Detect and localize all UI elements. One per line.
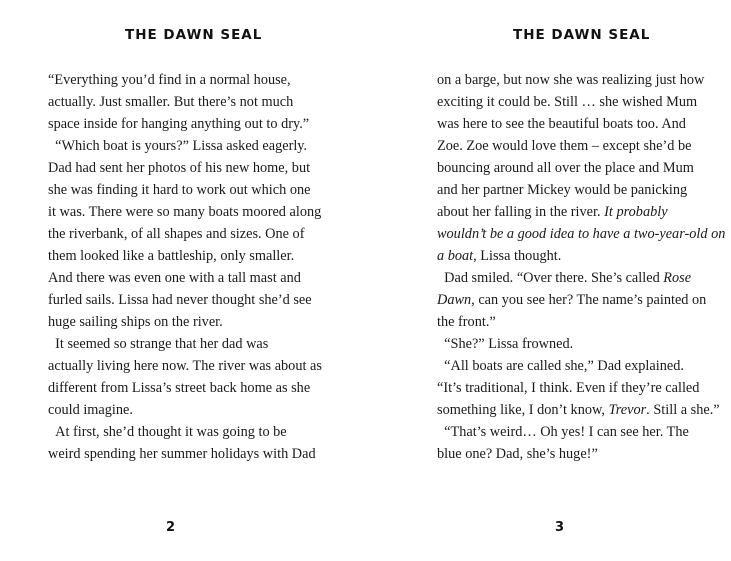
text-segment: Zoe. Zoe would love them – except she’d be	[437, 138, 692, 154]
italic-text: Trevor	[608, 402, 647, 418]
text-line	[437, 157, 697, 179]
text-segment: about her falling in the river.	[437, 204, 605, 220]
text-segment: was here to see the beautiful boats too. And	[437, 116, 686, 132]
text-segment: blue one? Dad, she’s huge!”	[437, 446, 598, 462]
text-line: actually living here now. The river was about as	[48, 358, 322, 374]
text-segment: Lissa thought.	[476, 248, 562, 264]
text-line: weird spending her summer holidays with Dad	[48, 446, 316, 462]
italic-text: Dawn	[437, 292, 472, 308]
text-line	[437, 179, 697, 201]
page-number: 2	[166, 520, 176, 535]
text-line: it was. There were so many boats moored along	[48, 204, 322, 220]
italic-text: It probably	[604, 204, 668, 220]
text-segment: bouncing around all over the place and Mum	[437, 160, 694, 176]
text-line: space inside for hanging anything out to dry.”	[48, 116, 310, 132]
text-line: It seemed so strange that her dad was	[48, 336, 269, 352]
text-line	[437, 113, 697, 135]
text-line	[437, 201, 697, 223]
right-page	[437, 0, 726, 561]
left-page	[48, 0, 322, 561]
italic-text: wouldn’t be a good idea to have a two-year-old on	[437, 226, 726, 242]
text-segment: exciting it could be. Still … she wished Mum	[437, 94, 698, 110]
text-segment: . Still a she.”	[646, 402, 720, 418]
text-line: “Everything you’d find in a normal house,	[48, 72, 291, 88]
text-line: different from Lissa’s street back home as she	[48, 380, 311, 396]
text-line	[437, 311, 697, 333]
text-line	[437, 355, 697, 377]
text-segment: something like, I don’t know,	[437, 402, 609, 418]
text-segment: “It’s traditional, I think. Even if they’re called	[437, 380, 700, 396]
text-line: them looked like a battleship, only smaller.	[48, 248, 295, 264]
text-line	[437, 421, 697, 443]
text-line: actually. Just smaller. But there’s not much	[48, 94, 294, 110]
italic-text: a boat,	[437, 248, 477, 264]
text-line	[437, 91, 697, 113]
text-segment: Dad smiled. “Over there. She’s called	[437, 270, 664, 286]
text-line	[437, 245, 697, 267]
text-line	[437, 443, 697, 465]
text-line	[437, 267, 697, 289]
text-line	[437, 399, 720, 421]
page-number: 3	[555, 520, 565, 535]
text-line	[437, 223, 726, 245]
text-segment: , can you see her? The name’s painted on	[471, 292, 707, 308]
text-segment: the front.”	[437, 314, 496, 330]
text-line: furled sails. Lissa had never thought she’d see	[48, 292, 312, 308]
running-header: THE DAWN SEAL	[513, 27, 651, 43]
text-line: At first, she’d thought it was going to be	[48, 424, 287, 440]
text-line: the riverbank, of all shapes and sizes. One of	[48, 226, 305, 242]
page-body-text	[437, 69, 726, 465]
text-line	[437, 377, 700, 399]
text-segment: and her partner Mickey would be panicking	[437, 182, 688, 198]
text-segment: “That’s weird… Oh yes! I can see her. The	[437, 424, 689, 440]
text-segment: “All boats are called she,” Dad explained.	[437, 358, 684, 374]
text-line	[437, 135, 697, 157]
text-line: could imagine.	[48, 402, 133, 418]
text-line	[437, 69, 705, 91]
text-line: huge sailing ships on the river.	[48, 314, 223, 330]
italic-text: Rose	[663, 270, 692, 286]
running-header: THE DAWN SEAL	[125, 27, 263, 43]
text-line: Dad had sent her photos of his new home, but	[48, 160, 311, 176]
text-line: And there was even one with a tall mast and	[48, 270, 301, 286]
text-line: “Which boat is yours?” Lissa asked eagerly.	[48, 138, 308, 154]
text-segment: “She?” Lissa frowned.	[437, 336, 574, 352]
text-line: she was finding it hard to work out which one	[48, 182, 311, 198]
text-line	[437, 333, 697, 355]
text-segment: on a barge, but now she was realizing just how	[437, 72, 705, 88]
page-body-text	[48, 69, 322, 465]
text-line	[437, 289, 707, 311]
